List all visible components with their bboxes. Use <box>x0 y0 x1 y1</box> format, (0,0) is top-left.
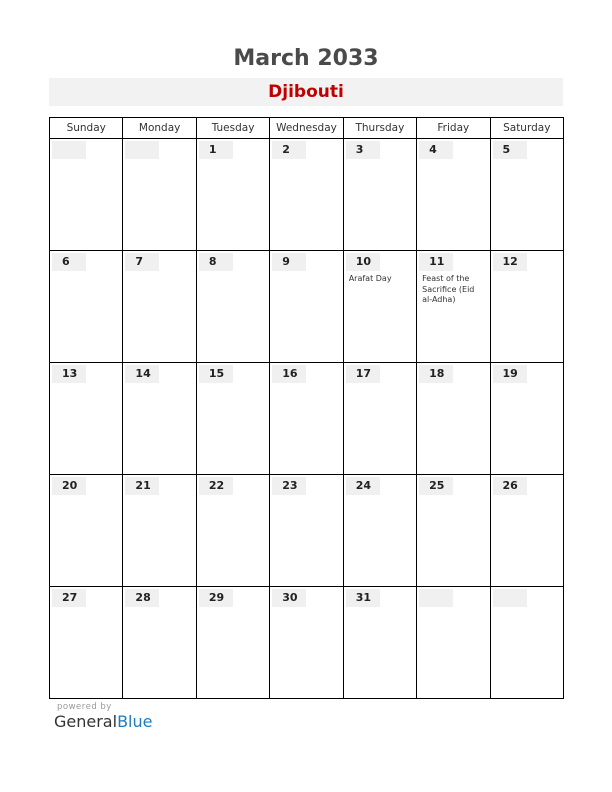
week-row <box>50 251 564 363</box>
day-number: 27 <box>52 589 86 607</box>
day-number: 8 <box>199 253 233 271</box>
day-cell <box>343 475 416 587</box>
day-cell <box>50 363 123 475</box>
page-title: March 2033 <box>233 46 379 71</box>
day-number: 26 <box>493 477 527 495</box>
day-number: 15 <box>199 365 233 383</box>
day-cell <box>417 251 490 363</box>
holiday-label: Feast of the Sacrifice (Eid al-Adha) <box>422 274 475 304</box>
weekday-header: Sunday <box>50 118 123 139</box>
day-number: 31 <box>346 589 380 607</box>
day-cell <box>417 139 490 251</box>
day-cell <box>123 251 196 363</box>
day-number: 4 <box>419 141 453 159</box>
day-cell <box>50 587 123 699</box>
calendar-grid <box>49 117 564 699</box>
day-number: 14 <box>125 365 159 383</box>
day-number: 25 <box>419 477 453 495</box>
day-cell <box>123 363 196 475</box>
weekday-header: Monday <box>123 118 196 139</box>
brand-general: General <box>54 712 118 731</box>
day-cell <box>123 587 196 699</box>
day-cell <box>417 363 490 475</box>
day-number: 30 <box>272 589 306 607</box>
day-cell <box>50 475 123 587</box>
week-row <box>50 587 564 699</box>
day-number: 17 <box>346 365 380 383</box>
week-row <box>50 363 564 475</box>
holiday-label: Arafat Day <box>348 274 392 283</box>
day-cell <box>270 475 343 587</box>
day-number <box>125 141 159 159</box>
day-cell-empty <box>490 587 563 699</box>
day-number: 23 <box>272 477 306 495</box>
day-cell <box>343 251 416 363</box>
day-cell <box>490 363 563 475</box>
day-number: 18 <box>419 365 453 383</box>
day-number <box>52 141 86 159</box>
day-cell <box>343 363 416 475</box>
day-cell <box>490 139 563 251</box>
day-number: 6 <box>52 253 86 271</box>
day-cell <box>343 587 416 699</box>
weekday-header: Friday <box>417 118 490 139</box>
day-number: 22 <box>199 477 233 495</box>
day-cell <box>196 251 269 363</box>
weekday-header: Tuesday <box>196 118 269 139</box>
day-number: 16 <box>272 365 306 383</box>
powered-by-label: powered by <box>57 702 112 712</box>
day-cell-empty <box>123 139 196 251</box>
day-cell <box>270 363 343 475</box>
day-number: 7 <box>125 253 159 271</box>
day-cell <box>123 475 196 587</box>
weekday-header-row <box>50 118 564 139</box>
day-cell <box>196 139 269 251</box>
day-cell <box>417 475 490 587</box>
day-cell <box>270 251 343 363</box>
day-number: 11 <box>419 253 453 271</box>
day-number: 5 <box>493 141 527 159</box>
day-cell <box>490 251 563 363</box>
day-number: 29 <box>199 589 233 607</box>
day-cell <box>196 475 269 587</box>
day-number <box>419 589 453 607</box>
day-number: 24 <box>346 477 380 495</box>
day-number: 12 <box>493 253 527 271</box>
day-number: 19 <box>493 365 527 383</box>
brand-blue: Blue <box>117 712 153 731</box>
day-number: 21 <box>125 477 159 495</box>
day-number <box>493 589 527 607</box>
day-number: 2 <box>272 141 306 159</box>
day-number: 3 <box>346 141 380 159</box>
day-number: 28 <box>125 589 159 607</box>
day-cell <box>196 587 269 699</box>
day-cell-empty <box>417 587 490 699</box>
generalblue-logo[interactable] <box>54 712 152 731</box>
weekday-header: Thursday <box>343 118 416 139</box>
day-cell-empty <box>50 139 123 251</box>
day-cell <box>196 363 269 475</box>
day-cell <box>270 139 343 251</box>
day-number: 9 <box>272 253 306 271</box>
week-row <box>50 139 564 251</box>
day-cell <box>343 139 416 251</box>
day-number: 20 <box>52 477 86 495</box>
day-number: 10 <box>346 253 380 271</box>
day-number: 1 <box>199 141 233 159</box>
week-row <box>50 475 564 587</box>
country-name: Djibouti <box>49 78 563 106</box>
day-cell <box>50 251 123 363</box>
weekday-header: Saturday <box>490 118 563 139</box>
day-number: 13 <box>52 365 86 383</box>
day-cell <box>270 587 343 699</box>
day-cell <box>490 475 563 587</box>
weekday-header: Wednesday <box>270 118 343 139</box>
